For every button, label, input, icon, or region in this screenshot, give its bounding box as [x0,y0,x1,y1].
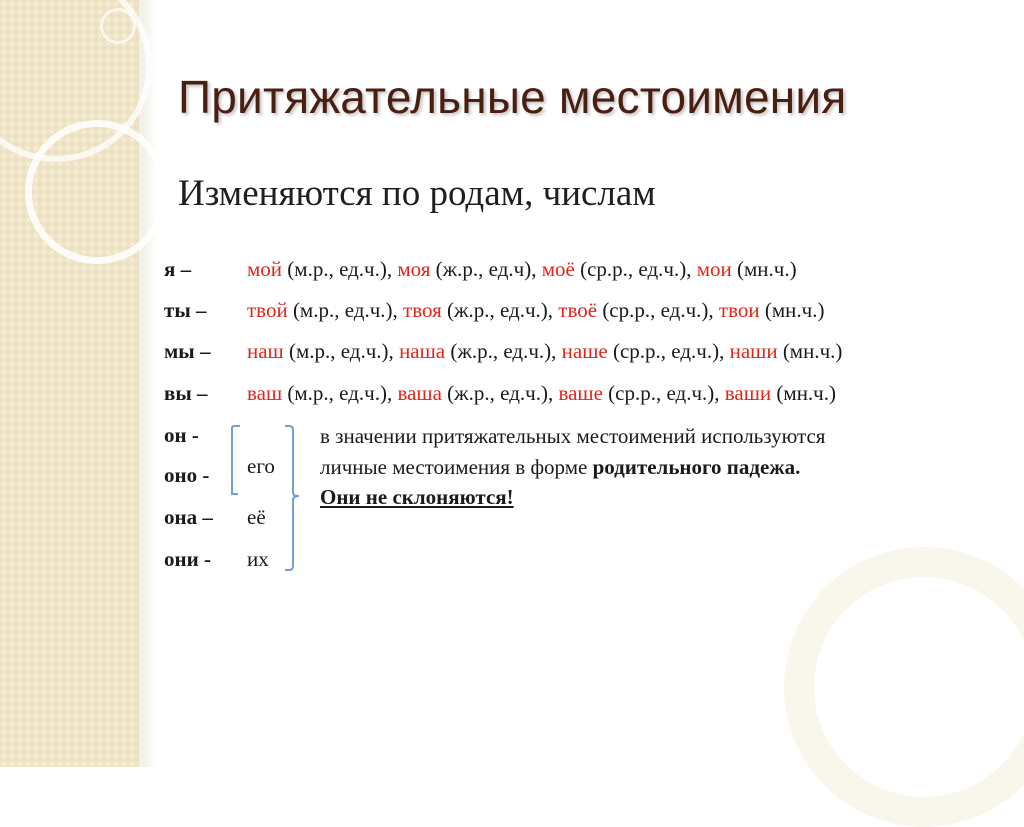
explanation-line-1: в значении притяжательных местоимений используются [320,424,826,448]
grammar-note: (м.р., ед.ч.), [283,339,400,363]
grammar-note: (ср.р., ед.ч.), [607,339,730,363]
grammar-note: (мн.ч.) [759,298,825,322]
explanation-text: личные местоимения в форме [320,455,593,479]
grammar-note: (ср.р., ед.ч.), [602,381,725,405]
pronoun-label: оно - [164,463,210,487]
small-bracket [228,424,244,496]
grammar-note: (мн.ч.) [771,381,836,405]
possessive-word: наша [399,339,446,363]
corner-decoration [784,547,1024,827]
slide-subtitle: Изменяются по родам, числам [178,173,656,214]
possessive-word: твои [718,298,760,322]
pronoun-label: она – [164,505,213,529]
possessive-word: мой [247,257,283,281]
possessive-word: мои [696,257,732,281]
possessive-forms [247,381,836,406]
grammar-note: (ср.р., ед.ч.), [574,257,697,281]
possessive-forms [247,298,824,323]
right-brace [283,424,307,572]
grammar-note: (м.р., ед.ч.), [287,298,404,322]
slide-title: Притяжательные местоимения [178,71,847,123]
grammar-note: (мн.ч.) [731,257,797,281]
genitive-form-ego: его [247,454,275,478]
pronoun-label: вы – [164,381,208,405]
decorative-side-panel [0,0,139,767]
genitive-form-eyo: её [247,505,266,529]
possessive-word: ваши [724,381,772,405]
genitive-case-emphasis: родительного падежа. [592,455,801,479]
pronoun-label: я – [164,257,192,281]
genitive-form-ikh: их [247,547,269,571]
possessive-word: наше [561,339,608,363]
possessive-word: ваш [247,381,283,405]
pronoun-label: они - [164,547,211,571]
pronoun-label: он - [164,423,199,447]
possessive-word: твой [247,298,288,322]
pronoun-label: мы – [164,339,211,363]
possessive-word: моя [397,257,431,281]
grammar-note: (ж.р., ед.ч), [430,257,542,281]
grammar-note: (ж.р., ед.ч.), [441,381,559,405]
possessive-word: наши [729,339,778,363]
possessive-word: твоя [403,298,442,322]
grammar-note: (м.р., ед.ч.), [282,257,398,281]
grammar-note: (ж.р., ед.ч.), [441,298,559,322]
pronoun-label: ты – [164,298,207,322]
page-shadow [141,0,157,767]
possessive-word: наш [247,339,284,363]
possessive-forms [247,257,797,282]
no-declension-note: Они не склоняются! [320,485,514,509]
possessive-forms [247,339,842,364]
possessive-word: моё [541,257,575,281]
grammar-note: (ср.р., ед.ч.), [597,298,719,322]
explanation-line-2 [320,455,800,480]
possessive-word: ваше [558,381,603,405]
grammar-note: (ж.р., ед.ч.), [445,339,562,363]
possessive-word: твоё [558,298,598,322]
grammar-note: (м.р., ед.ч.), [282,381,398,405]
possessive-word: ваша [397,381,442,405]
explanation-line-3 [320,485,514,510]
grammar-note: (мн.ч.) [777,339,843,363]
